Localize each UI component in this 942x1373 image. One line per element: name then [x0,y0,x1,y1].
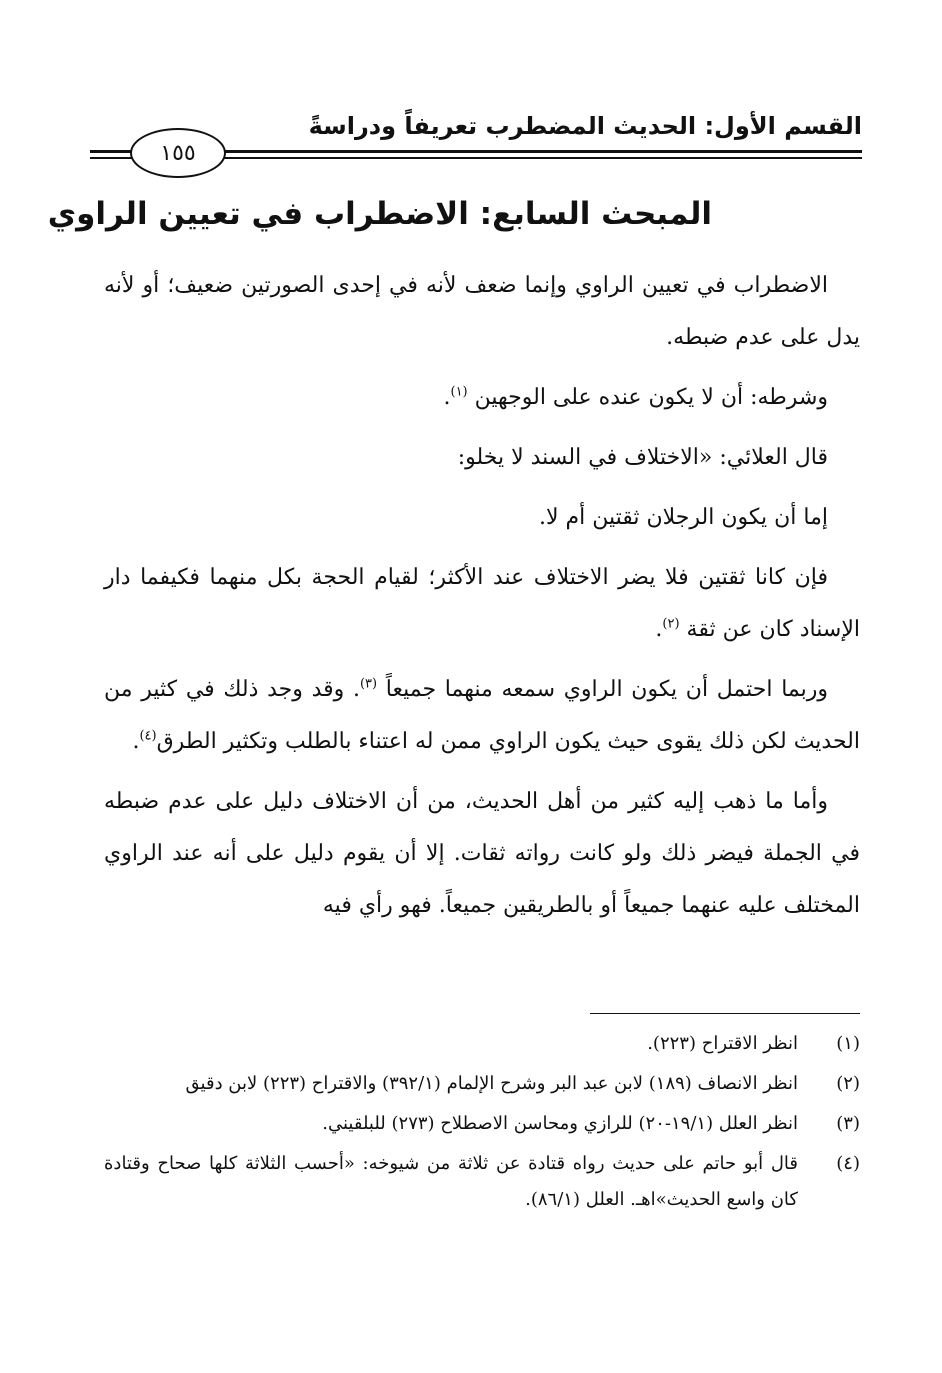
header-rule-left [90,150,132,159]
footnote-4: (٤) قال أبو حاتم على حديث رواه قتادة عن ثلاثة من شيوخه: «أحسب الثلاثة كلها صحاح وقتادة كان واسع الحديث»اهـ. العلل (٨٦/١). [104,1153,860,1210]
footnote-3: (٣) انظر العلل (١٩/١-٢٠) للرازي ومحاسن الاصطلاح (٢٧٣) للبلقيني. [322,1113,860,1134]
footnote-separator [590,1013,860,1014]
footnotes [104,1026,860,1222]
paragraph-3: قال العلائي: «الاختلاف في السند لا يخلو: [457,445,828,470]
running-title: القسم الأول: الحديث المضطرب تعريفاً ودراسةً [308,112,862,140]
paragraph-7: وأما ما ذهب إليه كثير من أهل الحديث، من أن الاختلاف دليل على عدم ضبطه في الجملة فيضر ذلك ولو كانت رواته ثقات. إلا أن يقوم دليل على أنه عند الراوي المختلف عليه عنهما جميعاً أو بالطريقين جميعاً. فهو رأي فيه [104,789,860,918]
paragraph-6: وربما احتمل أن يكون الراوي سمعه منهما جميعاً $^{(٣)}$. وقد وجد ذلك في كثير من الحديث لكن ذلك يقوى حيث يكون الراوي ممن له اعتناء بالطلب وتكثير الطرق$^{(٤)}$. [104,676,860,754]
header-rule [222,150,862,159]
paragraph-4: إما أن يكون الرجلان ثقتين أم لا. [538,505,828,530]
footnote-ref-1: (١) [450,384,468,400]
page-number: ١٥٥ [130,128,226,178]
footnote-ref-2: (٢) [662,616,680,632]
footnote-ref-3: (٣) [359,676,378,692]
footnote-ref-4: (٤) [139,728,157,744]
paragraph-1: الاضطراب في تعيين الراوي وإنما ضعف لأنه في إحدى الصورتين ضعيف؛ أو لأنه يدل على عدم ضبطه. [104,273,860,350]
footnote-1: (١) انظر الاقتراح (٢٢٣). [647,1033,860,1054]
footnote-2: (٢) انظر الانصاف (١٨٩) لابن عبد البر وشرح الإلمام (٣٩٢/١) والاقتراح (٢٢٣) لابن دقيق [185,1073,860,1094]
body-text [104,260,860,940]
paragraph-5: فإن كانا ثقتين فلا يضر الاختلاف عند الأكثر؛ لقيام الحجة بكل منهما فكيفما دار الإسناد كان عن ثقة $^{(٢)}$. [104,565,860,642]
paragraph-2: وشرطه: أن لا يكون عنده على الوجهين $^{(١)}$. [443,384,828,410]
section-title: المبحث السابع: الاضطراب في تعيين الراوي [47,196,712,232]
